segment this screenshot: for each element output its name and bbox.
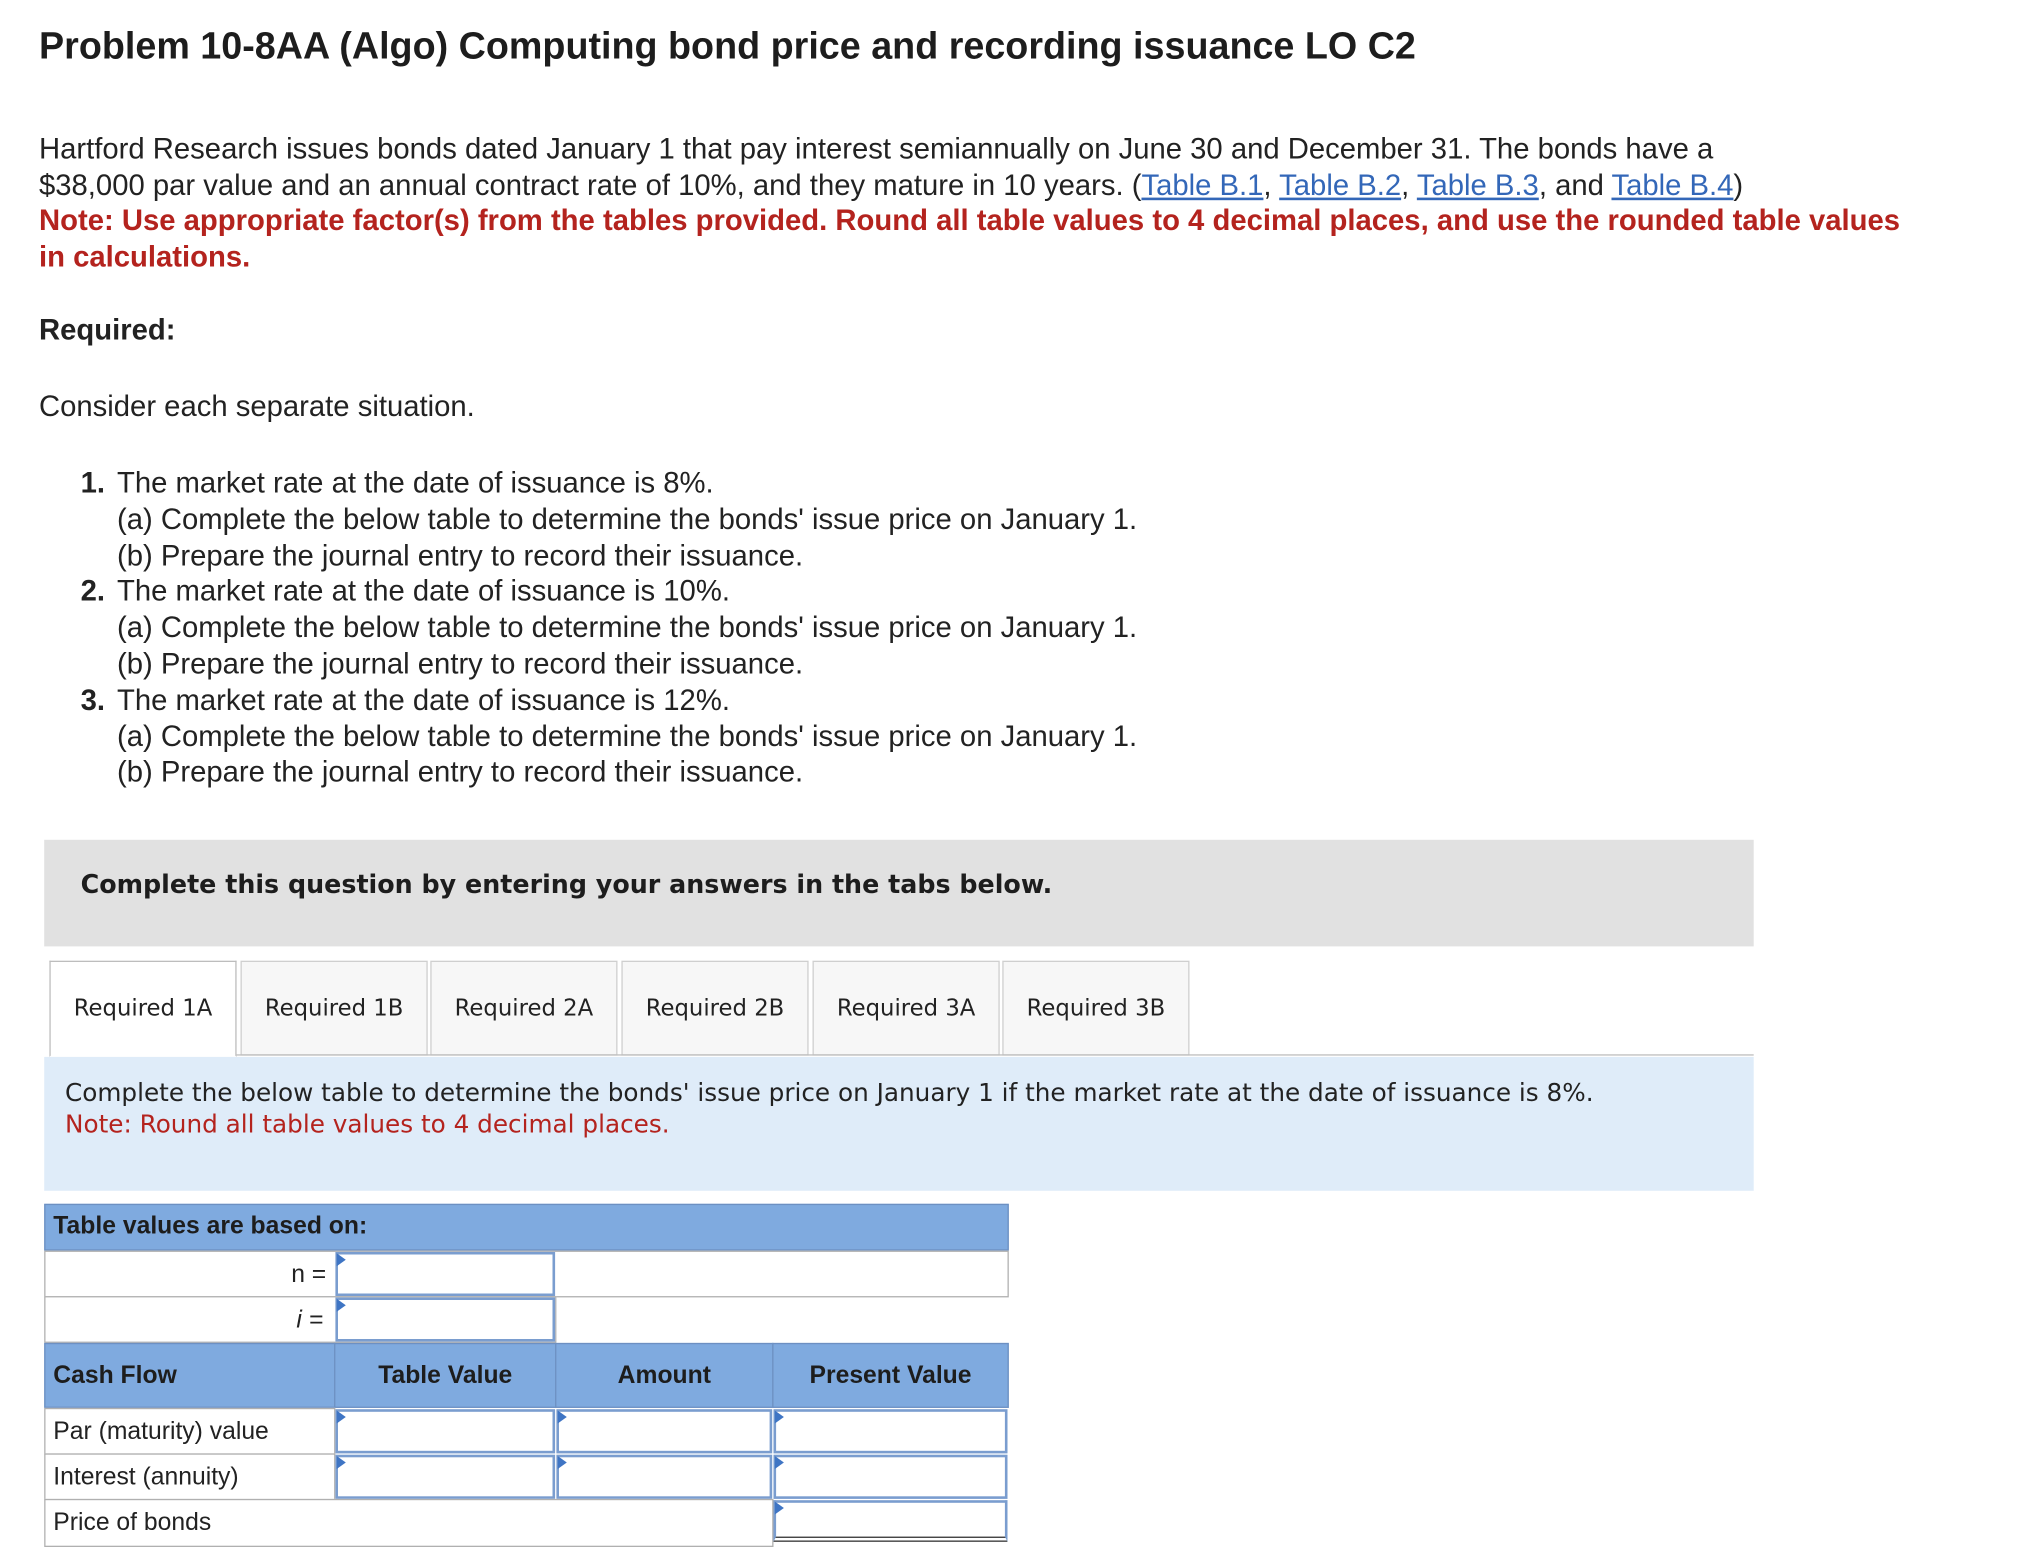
- i-input[interactable]: [335, 1297, 555, 1341]
- instructions-note: Note: Round all table values to 4 decimal places.: [65, 1110, 670, 1139]
- input-flag-icon: [337, 1253, 346, 1266]
- tab-required-3b[interactable]: Required 3B: [1002, 961, 1189, 1056]
- table-row: [44, 1499, 773, 1547]
- col-header-amount: Amount: [555, 1343, 773, 1408]
- link-table-b3[interactable]: Table B.3: [1416, 168, 1539, 201]
- intro-line-1: Hartford Research issues bonds dated January 1 that pay interest semiannually on June 30 and December 31. The bonds have a: [39, 132, 1714, 166]
- intro-note: Note: Use appropriate factor(s) from the tables provided. Round all table values to 4 decimal places, and use the rounded table values in calculations.: [39, 204, 1901, 273]
- tab-required-1b[interactable]: Required 1B: [240, 961, 427, 1056]
- table-row: [44, 1453, 335, 1500]
- par-amount-input[interactable]: [556, 1409, 772, 1453]
- input-flag-icon: [337, 1411, 346, 1424]
- par-table-value-input[interactable]: [335, 1409, 555, 1453]
- interest-table-value-input[interactable]: [335, 1455, 555, 1499]
- requirement-2a: (a) Complete the below table to determine the bonds' issue price on January 1.: [116, 611, 1138, 644]
- based-on-header: Table values are based on:: [44, 1204, 1009, 1251]
- requirement-2b: (b) Prepare the journal entry to record their issuance.: [116, 647, 804, 680]
- problem-intro: Hartford Research issues bonds dated January 1 that pay interest semiannually on June 30 and December 31. The bonds have a $38,000 par value and an annual contract rate of 10%, and they mature in 10 years. (Table B.1, Table B.2, Table B.3, and Table B.4) Note: Use appropriate factor(s) from the tables provided. Round all table values to 4 decimal places, and use the rounded table values in calculations.: [39, 132, 1901, 273]
- tab-required-2b[interactable]: Required 2B: [621, 961, 808, 1056]
- requirement-3: 3. The market rate at the date of issuance is 12%.: [80, 683, 730, 717]
- requirement-1a: (a) Complete the below table to determine the bonds' issue price on January 1.: [116, 502, 1138, 536]
- par-present-value-input[interactable]: [774, 1409, 1008, 1453]
- i-label: i =: [296, 1306, 324, 1334]
- n-input[interactable]: [335, 1252, 555, 1296]
- required-heading: Required:: [39, 313, 176, 346]
- bond-price-table: [44, 1204, 1009, 1547]
- n-label: n =: [291, 1261, 327, 1289]
- input-flag-icon: [337, 1456, 346, 1469]
- interest-amount-input[interactable]: [556, 1455, 772, 1499]
- tab-required-1a[interactable]: Required 1A: [49, 961, 236, 1057]
- tab-required-2a[interactable]: Required 2A: [430, 961, 617, 1056]
- instructions-panel: [44, 1057, 1754, 1191]
- col-header-cash-flow: Cash Flow: [44, 1343, 335, 1408]
- requirement-3a: (a) Complete the below table to determine the bonds' issue price on January 1.: [116, 719, 1138, 753]
- col-header-table-value: Table Value: [334, 1343, 556, 1408]
- requirement-3b: (b) Prepare the journal entry to record their issuance.: [116, 755, 804, 789]
- input-flag-icon: [558, 1411, 567, 1424]
- row-label-interest: Interest (annuity): [53, 1463, 239, 1492]
- link-table-b4[interactable]: Table B.4: [1611, 168, 1734, 201]
- interest-present-value-input[interactable]: [774, 1455, 1008, 1499]
- col-header-present-value: Present Value: [772, 1343, 1009, 1408]
- intro-line-2: $38,000 par value and an annual contract rate of 10%, and they mature in 10 years. (: [39, 168, 1142, 201]
- tab-required-3a[interactable]: Required 3A: [813, 961, 1000, 1056]
- answer-banner: [44, 840, 1754, 947]
- row-label-par: Par (maturity) value: [53, 1418, 269, 1446]
- link-table-b1[interactable]: Table B.1: [1141, 168, 1264, 201]
- input-flag-icon: [337, 1299, 346, 1312]
- page-title: Problem 10-8AA (Algo) Computing bond price and recording issuance LO C2: [39, 26, 1416, 68]
- requirement-1b: (b) Prepare the journal entry to record their issuance.: [116, 538, 804, 572]
- input-flag-icon: [775, 1456, 784, 1469]
- consider-text: Consider each separate situation.: [39, 390, 475, 423]
- input-flag-icon: [558, 1456, 567, 1469]
- requirement-2: 2. The market rate at the date of issuance is 10%.: [80, 575, 730, 608]
- link-table-b2[interactable]: Table B.2: [1279, 168, 1402, 201]
- requirement-1: 1. The market rate at the date of issuance is 8%.: [80, 466, 714, 500]
- banner-text: Complete this question by entering your answers in the tabs below.: [80, 869, 1053, 900]
- row-label-price: Price of bonds: [53, 1509, 212, 1537]
- input-flag-icon: [775, 1411, 784, 1424]
- requirements-list: [81, 465, 1138, 790]
- price-present-value-input[interactable]: [774, 1500, 1008, 1542]
- tab-divider: [237, 1054, 1754, 1055]
- input-flag-icon: [775, 1502, 784, 1515]
- table-row: [44, 1408, 335, 1455]
- instructions-text: Complete the below table to determine the bonds' issue price on January 1 if the market rate at the date of issuance is 8%.: [65, 1079, 1594, 1108]
